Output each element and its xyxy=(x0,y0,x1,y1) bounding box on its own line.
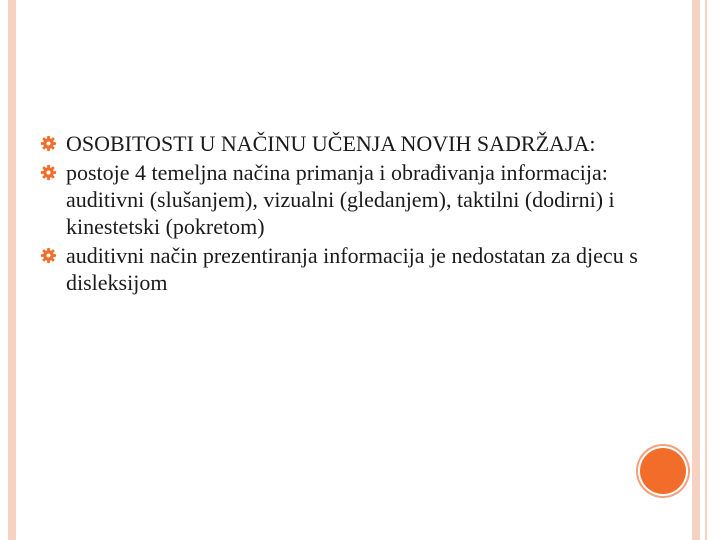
bullet-item-auditivni xyxy=(40,242,640,296)
right-border-thin-line xyxy=(705,0,707,540)
bullet-item-osobitosti xyxy=(40,130,640,157)
orange-gear-bullet-icon xyxy=(40,164,57,181)
bullet-text: postoje 4 temeljna načina primanja i obrađivanja informacija: auditivni (slušanjem), vizualni (gledanjem), taktilni (dodirni) i kinestetski (pokretom) xyxy=(66,160,615,239)
orange-gear-bullet-icon xyxy=(40,135,57,152)
bullet-text: auditivni način prezentiranja informacija je nedostatan za djecu s disleksijom xyxy=(66,243,638,295)
decorative-orange-circle xyxy=(640,448,686,494)
orange-gear-bullet-icon xyxy=(40,247,57,264)
bullet-text: OSOBITOSTI U NAČINU UČENJA NOVIH SADRŽAJA: xyxy=(66,131,596,156)
right-border-stripe xyxy=(692,0,700,540)
bullet-item-nacini-primanja xyxy=(40,159,640,240)
bullet-list xyxy=(40,130,640,296)
left-border-stripe xyxy=(8,0,16,540)
